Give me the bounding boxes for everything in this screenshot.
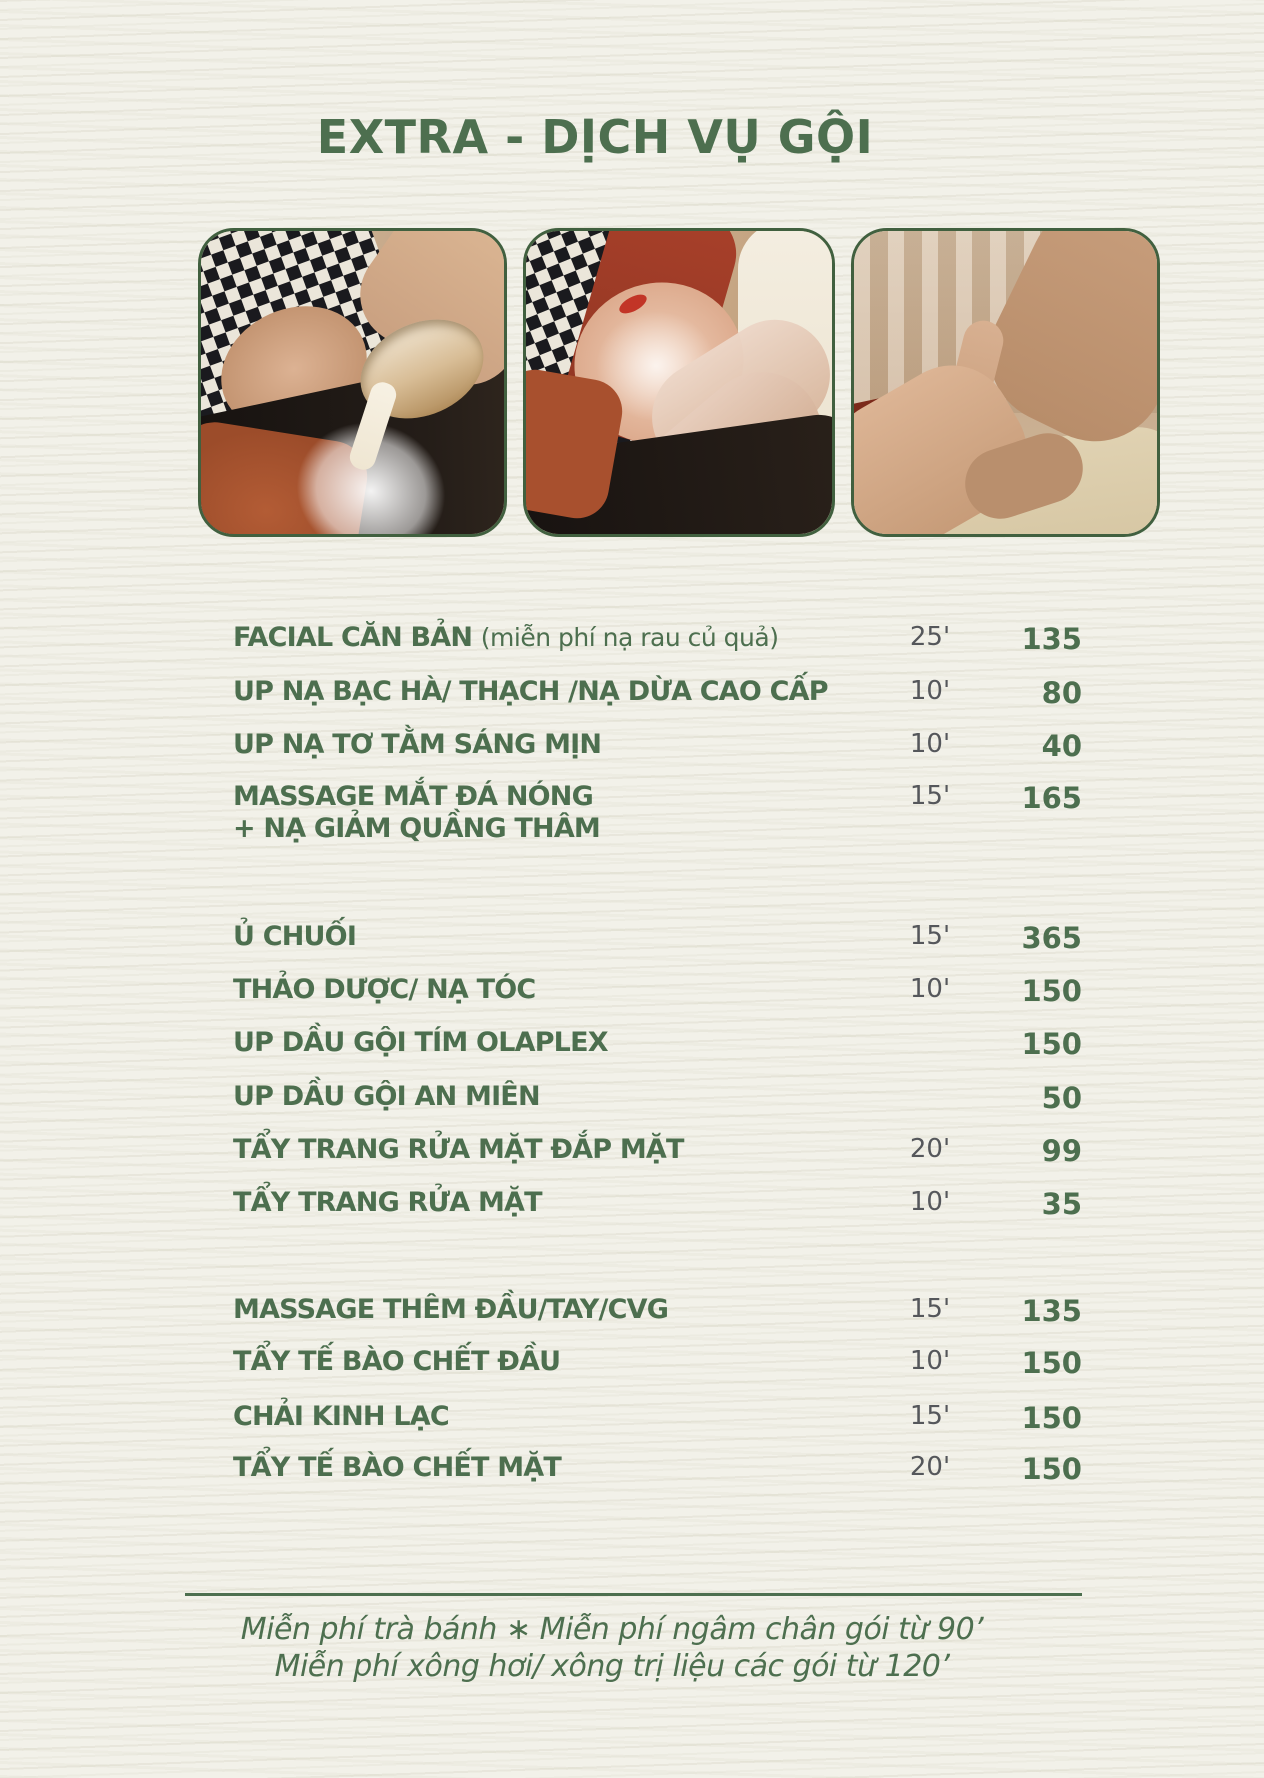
service-duration: 10' [909,1346,951,1376]
facial-mask-photo [523,228,835,537]
service-name: TẨY TRANG RỬA MẶT ĐẮP MẶT [233,1134,684,1165]
menu-row [0,1346,1264,1392]
service-price: 135 [1021,622,1082,656]
service-duration: 10' [909,676,951,706]
footer-note-line2: Miễn phí xông hơi/ xông trị liệu các gói từ 120’ [274,1649,950,1684]
service-price: 150 [1021,1452,1082,1486]
menu-row [0,781,1264,844]
service-name: MASSAGE THÊM ĐẦU/TAY/CVG [233,1294,669,1325]
service-name: MASSAGE MẮT ĐÁ NÓNG [233,781,593,812]
service-duration: 10' [909,974,951,1004]
service-price: 40 [1041,729,1082,763]
service-duration: 15' [909,921,951,951]
service-price: 150 [1021,1401,1082,1435]
service-name: TẨY TẾ BÀO CHẾT MẶT [233,1452,562,1483]
service-duration: 10' [909,729,951,759]
hair-washing-photo [198,228,507,537]
service-price: 150 [1021,974,1082,1008]
menu-row [0,1452,1264,1498]
service-name: UP DẦU GỘI AN MIÊN [233,1081,540,1112]
service-name: UP NẠ TƠ TẰM SÁNG MỊN [233,729,602,760]
service-name: UP DẦU GỘI TÍM OLAPLEX [233,1027,608,1058]
service-name: THẢO DƯỢC/ NẠ TÓC [233,974,536,1005]
service-duration: 15' [909,1294,951,1324]
menu-row [0,1187,1264,1233]
service-price: 150 [1021,1346,1082,1380]
service-price: 35 [1041,1187,1082,1221]
service-duration: 15' [909,1401,951,1431]
menu-row [0,921,1264,967]
service-duration: 15' [909,781,951,811]
service-price: 80 [1041,676,1082,710]
service-price: 165 [1021,781,1082,815]
menu-row [0,974,1264,1020]
service-duration: 25' [909,622,951,652]
service-name: Ủ CHUỐI [233,921,357,952]
service-name: TẨY TẾ BÀO CHẾT ĐẦU [233,1346,561,1377]
service-price: 150 [1021,1027,1082,1061]
service-duration: 10' [909,1187,951,1217]
menu-row [0,1027,1264,1073]
service-name: UP NẠ BẠC HÀ/ THẠCH /NẠ DỪA CAO CẤP [233,676,828,707]
service-price: 99 [1041,1134,1082,1168]
page-title: EXTRA - DỊCH VỤ GỘI [316,110,874,164]
menu-row [0,729,1264,775]
service-name: CHẢI KINH LẠC [233,1401,449,1432]
service-name: FACIAL CĂN BẢN [233,622,473,653]
service-note: (miễn phí nạ rau củ quả) [480,623,779,652]
service-price: 365 [1021,921,1082,955]
menu-row [0,1294,1264,1340]
footer-divider [185,1593,1082,1596]
menu-row [0,1134,1264,1180]
service-duration: 20' [909,1134,951,1164]
hand-massage-photo [851,228,1160,537]
service-name-line2: + NẠ GIẢM QUẦNG THÂM [233,813,600,844]
menu-row [0,1401,1264,1447]
service-price: 50 [1041,1081,1082,1115]
menu-row [0,676,1264,722]
service-duration: 20' [909,1452,951,1482]
menu-row [0,1081,1264,1127]
service-name: TẨY TRANG RỬA MẶT [233,1187,542,1218]
service-price: 135 [1021,1294,1082,1328]
menu-row [0,622,1264,668]
footer-note-line1: Miễn phí trà bánh ∗ Miễn phí ngâm chân gói từ 90’ [240,1612,984,1647]
